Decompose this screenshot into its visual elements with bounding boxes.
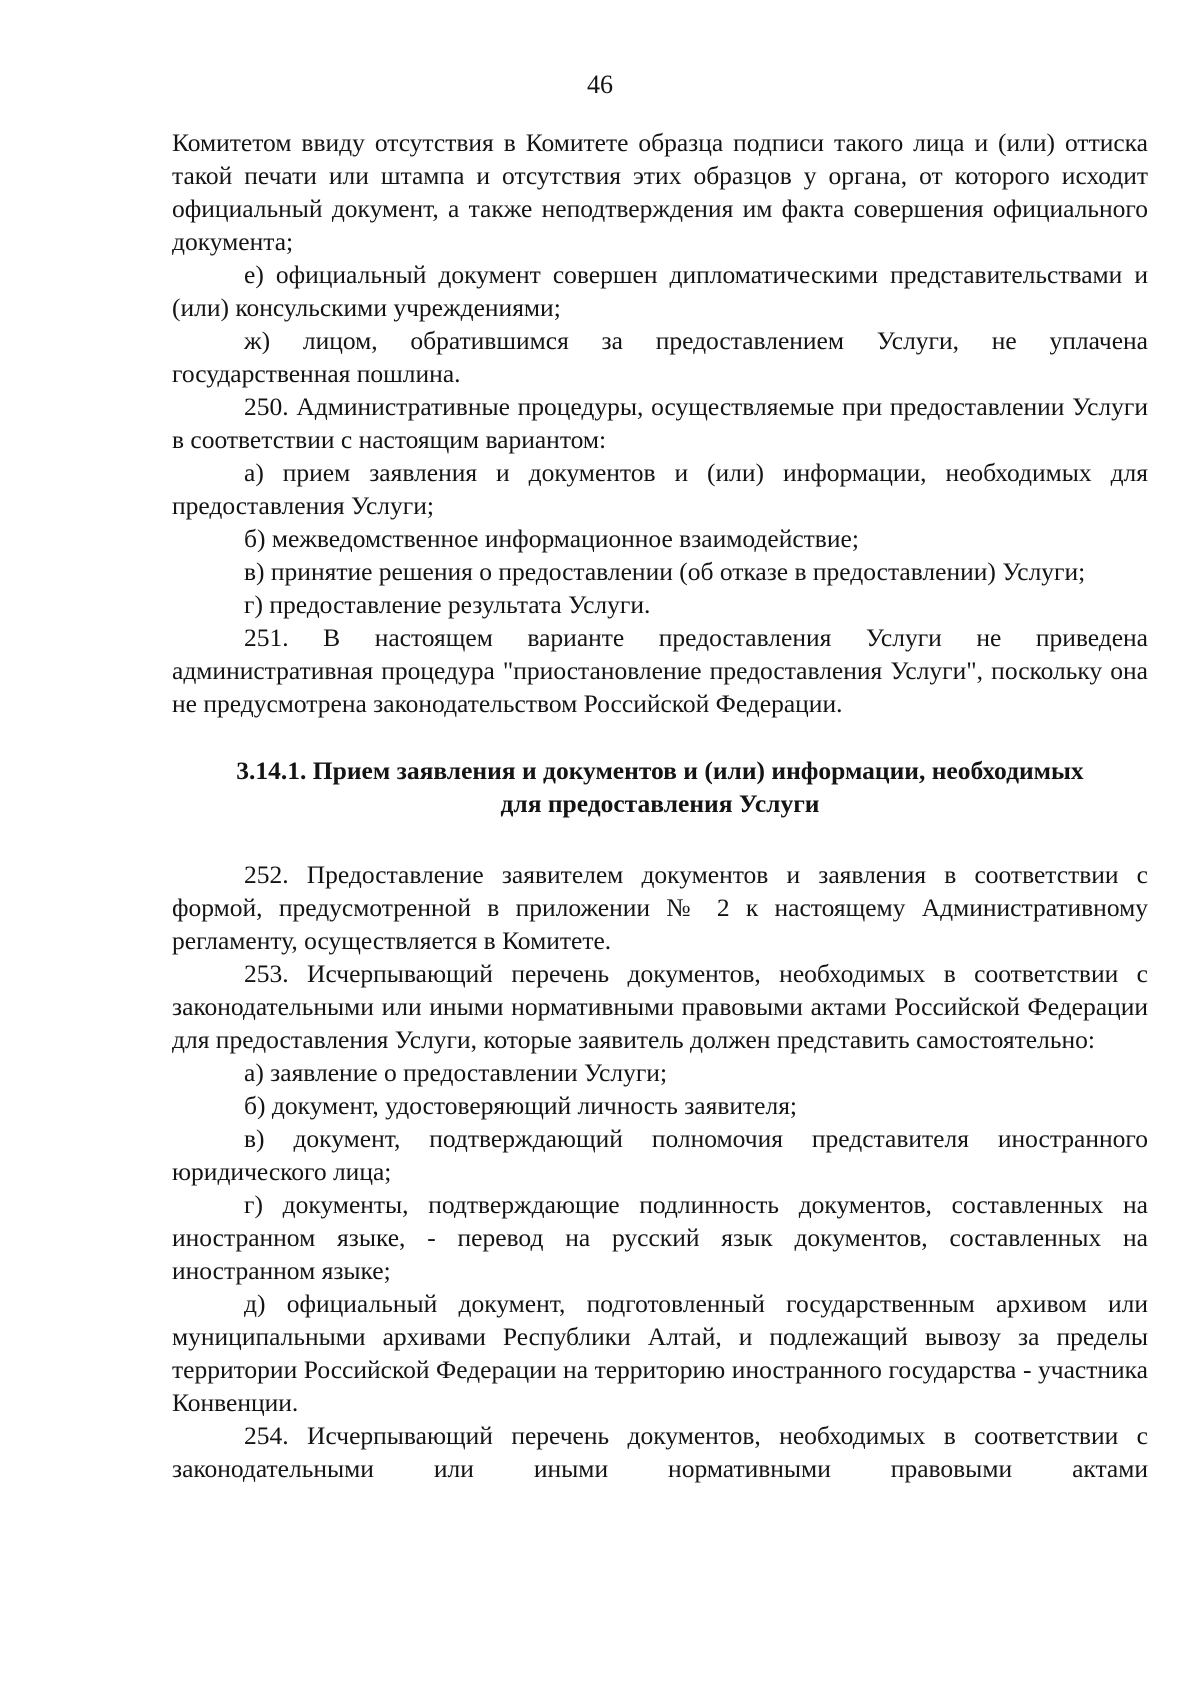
list-item-v: в) документ, подтверждающий полномочия представителя иностранного юридического лица; [172, 1124, 1148, 1186]
list-item-v: в) принятие решения о предоставлении (об отказе в предоставлении) Услуги; [244, 557, 1086, 586]
section-heading-line-1: 3.14.1. Прием заявления и документов и (или) информации, необходимых [236, 756, 1084, 785]
list-item-g: г) предоставление результата Услуги. [244, 590, 651, 619]
list-item-a: а) прием заявления и документов и (или) информации, необходимых для предоставления Услуги; [172, 458, 1148, 520]
page-number: 46 [587, 70, 613, 99]
list-item-g: г) документы, подтверждающие подлинность документов, составленных на иностранном языке, - перевод на русский язык документов, составленных на иностранном языке; [172, 1190, 1148, 1285]
list-item-b: б) документ, удостоверяющий личность заявителя; [244, 1091, 798, 1120]
section-heading [172, 754, 1148, 820]
paragraph-continuation: Комитетом ввиду отсутствия в Комитете образца подписи такого лица и (или) оттиска такой печати или штампа и отсутствия этих образцов у органа, от которого исходит официальный документ, а также неподтверждения им факта совершения официального документа; [172, 128, 1148, 256]
list-item-zh: ж) лицом, обратившимся за предоставлением Услуги, не уплачена государственная пошлина. [172, 326, 1148, 388]
list-item-b: б) межведомственное информационное взаимодействие; [244, 524, 859, 553]
paragraph-251: 251. В настоящем варианте предоставления Услуги не приведена административная процедура "приостановление предоставления Услуги", поскольку она не предусмотрена законодательством Российской Федерации. [172, 623, 1148, 718]
document-body [172, 126, 1148, 1485]
paragraph-253: 253. Исчерпывающий перечень документов, необходимых в соответствии с законодательными или иными нормативными правовыми актами Российской Федерации для предоставления Услуги, которые заявитель должен представить самостоятельно: [172, 959, 1148, 1054]
paragraph-254: 254. Исчерпывающий перечень документов, необходимых в соответствии с законодательными или иными нормативными правовыми актами [172, 1421, 1148, 1483]
paragraph-252: 252. Предоставление заявителем документов и заявления в соответствии с формой, предусмотренной в приложении № 2 к настоящему Административному регламенту, осуществляется в Комитете. [172, 860, 1148, 955]
list-item-d: д) официальный документ, подготовленный государственным архивом или муниципальными архивами Республики Алтай, и подлежащий вывозу за пределы территории Российской Федерации на территорию иностранного государства - участника Конвенции. [172, 1289, 1148, 1417]
list-item-a: а) заявление о предоставлении Услуги; [244, 1058, 668, 1087]
paragraph-250: 250. Административные процедуры, осуществляемые при предоставлении Услуги в соответствии с настоящим вариантом: [172, 392, 1148, 454]
section-heading-line-2: для предоставления Услуги [500, 789, 820, 818]
list-item-e: е) официальный документ совершен дипломатическими представительствами и (или) консульскими учреждениями; [172, 260, 1148, 322]
